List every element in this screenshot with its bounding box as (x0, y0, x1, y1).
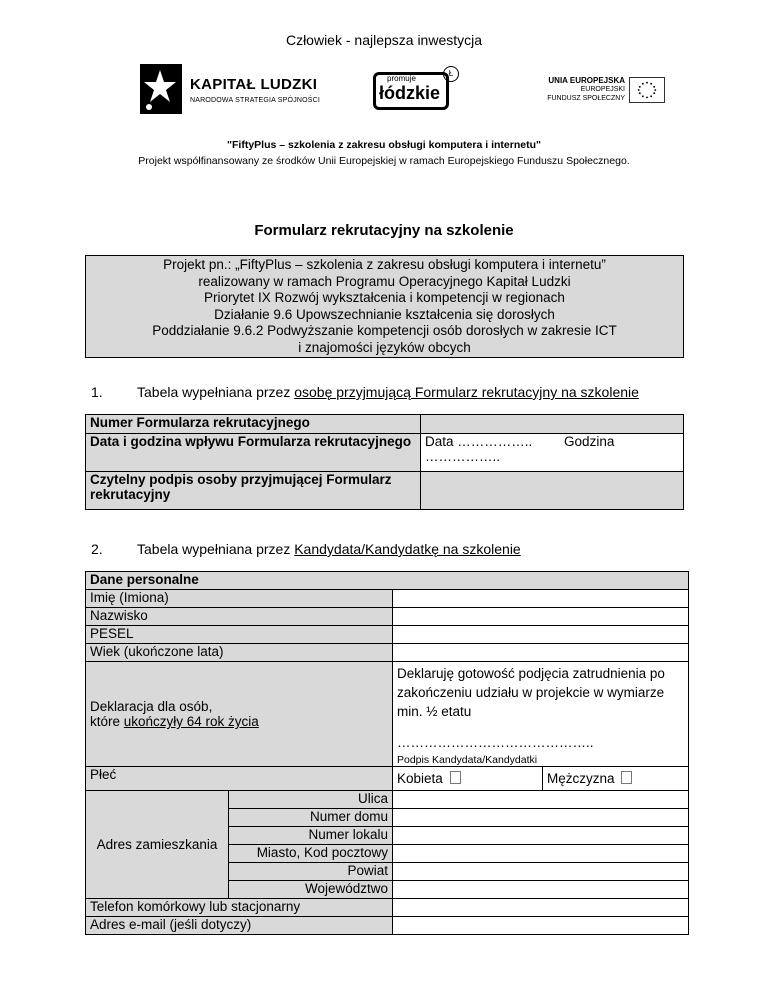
declaration-label-line1: Deklaracja dla osób, (90, 699, 213, 714)
first-name-label: Imię (Imiona) (86, 590, 393, 608)
pesel-field[interactable] (393, 626, 689, 644)
section-2-table (85, 571, 689, 935)
city-postcode-field[interactable] (393, 845, 689, 863)
surname-field[interactable] (393, 608, 689, 626)
form-number-label: Numer Formularza rekrutacyjnego (86, 415, 421, 434)
eu-logo-line3: FUNDUSZ SPOŁECZNY (547, 95, 625, 102)
declaration-text: Deklaruję gotowość podjęcia zatrudnienia po zakończeniu udziału w projekcie w wymiarze min. ½ etatu (397, 666, 665, 719)
tagline: Człowiek - najlepsza inwestycja (285, 32, 483, 48)
project-info-line: realizowany w ramach Programu Operacyjnego Kapitał Ludzki (198, 273, 571, 289)
lodzkie-logo-mark: Ł (443, 66, 459, 82)
section-1-table (85, 414, 684, 510)
form-number-field[interactable] (421, 415, 684, 434)
gender-male-option[interactable] (543, 767, 689, 791)
address-label: Adres zamieszkania (86, 791, 229, 899)
section-2-number: 2. (91, 541, 103, 557)
project-info-line: Priorytet IX Rozwój wykształcenia i kompetencji w regionach (204, 290, 565, 305)
eu-logo-line1: UNIA EUROPEJSKA (548, 76, 625, 85)
lodzkie-logo (373, 66, 461, 112)
project-title: "FiftyPlus – szkolenia z zakresu obsługi komputera i internetu" (227, 139, 541, 151)
apartment-number-label: Numer lokalu (229, 827, 393, 845)
declaration-signature-line: …………………………………….. (397, 735, 594, 750)
voivodeship-label: Województwo (229, 881, 393, 899)
project-info-line: Działanie 9.6 Upowszechnianie kształcenia się dorosłych (214, 306, 555, 322)
receipt-time-value: Godzina …………….. (425, 434, 615, 464)
eu-logo (525, 76, 665, 110)
pesel-label: PESEL (86, 626, 393, 644)
age-field[interactable] (393, 644, 689, 662)
section-1-text: Tabela wypełniana przez osobę przyjmującą Formularz rekrutacyjny na szkolenie (137, 384, 639, 400)
kapital-ludzki-title: KAPITAŁ LUDZKI (190, 76, 318, 93)
phone-field[interactable] (393, 899, 689, 917)
street-field[interactable] (393, 791, 689, 809)
project-info-line: Poddziałanie 9.6.2 Podwyższanie kompetencji osób dorosłych w zakresie ICT (152, 323, 617, 338)
project-info-box (85, 255, 684, 358)
first-name-field[interactable] (393, 590, 689, 608)
eu-logo-line2: EUROPEJSKI (580, 86, 625, 93)
street-label: Ulica (229, 791, 393, 809)
lodzkie-logo-big-text: łódzkie (379, 83, 441, 103)
personal-data-header: Dane personalne (86, 572, 689, 590)
gender-female-label: Kobieta (397, 771, 443, 786)
county-field[interactable] (393, 863, 689, 881)
county-label: Powiat (229, 863, 393, 881)
form-title: Formularz rekrutacyjny na szkolenie (254, 222, 514, 239)
declaration-cell[interactable] (393, 662, 689, 767)
kapital-ludzki-subtitle: NARODOWA STRATEGIA SPÓJNOŚCI (190, 97, 321, 104)
project-info-line: Projekt pn.: „FiftyPlus – szkolenia z zakresu obsługi komputera i internetu” (163, 257, 606, 272)
gender-female-checkbox[interactable] (450, 771, 461, 784)
surname-label: Nazwisko (86, 608, 393, 626)
project-info-line: i znajomości języków obcych (298, 339, 471, 355)
voivodeship-field[interactable] (393, 881, 689, 899)
apartment-number-field[interactable] (393, 827, 689, 845)
declaration-signature-caption: Podpis Kandydata/Kandydatki (397, 754, 538, 766)
kapital-ludzki-logo (140, 62, 350, 118)
gender-male-checkbox[interactable] (621, 771, 632, 784)
receipt-date-value: Data …………….. (425, 434, 533, 449)
email-field[interactable] (393, 917, 689, 935)
receiver-signature-field[interactable] (421, 472, 684, 510)
kapital-ludzki-star-icon (140, 64, 182, 114)
declaration-label-line2: które ukończyły 64 rok życia (90, 714, 259, 729)
house-number-label: Numer domu (229, 809, 393, 827)
section-2-text: Tabela wypełniana przez Kandydata/Kandydatkę na szkolenie (137, 541, 521, 557)
email-label: Adres e-mail (jeśli dotyczy) (86, 917, 393, 935)
age-label: Wiek (ukończone lata) (86, 644, 393, 662)
receipt-date-field[interactable] (421, 434, 684, 472)
cofinance-note: Projekt współfinansowany ze środków Unii Europejskiej w ramach Europejskiego Funduszu Społecznego. (138, 155, 630, 167)
phone-label: Telefon komórkowy lub stacjonarny (86, 899, 393, 917)
gender-female-option[interactable] (393, 767, 543, 791)
house-number-field[interactable] (393, 809, 689, 827)
lodzkie-logo-small-text: promuje (387, 74, 416, 83)
receiver-signature-label: Czytelny podpis osoby przyjmującej Formularz rekrutacyjny (86, 472, 421, 510)
declaration-label (86, 662, 393, 767)
section-1-number: 1. (91, 384, 103, 400)
gender-label: Płeć (86, 767, 393, 791)
receipt-date-label: Data i godzina wpływu Formularza rekrutacyjnego (86, 434, 421, 472)
gender-male-label: Mężczyzna (547, 771, 615, 786)
eu-flag-icon (629, 77, 665, 103)
city-postcode-label: Miasto, Kod pocztowy (229, 845, 393, 863)
